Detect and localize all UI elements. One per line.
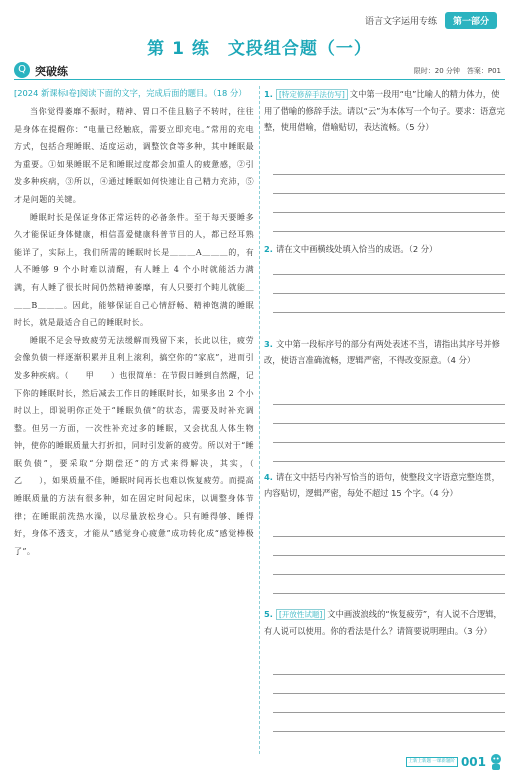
instruction-text: 阅读下面的文字，完成后面的题目。（18 分） (79, 88, 247, 98)
question-number: 2. (264, 244, 273, 254)
passage-column (14, 86, 271, 560)
search-icon: Q (14, 62, 30, 78)
column-divider (259, 86, 260, 754)
section-bar (14, 64, 505, 80)
question-text: 请在文中画横线处填入恰当的成语。（2 分） (275, 244, 438, 254)
question-tag: [开放性试题] (276, 609, 325, 620)
question-tag: [特定修辞手法仿写] (276, 89, 348, 100)
question-2 (264, 241, 505, 257)
page-header (365, 12, 497, 29)
question-text: 请在文中括号内补写恰当的语句，使整段文字语意完整连贯，内容贴切，逻辑严密，每处不超过 15 个字。（4 分） (264, 472, 500, 498)
page-footer (406, 753, 504, 771)
question-text: 文中第一段标序号的部分有两处表述不当，请指出其序号并修改，使语言准确流畅，逻辑严密，不得改变原意。（4 分） (264, 339, 500, 365)
question-text: 文中第一段用“电”比喻人的精力体力，使用了借喻的修辞手法。请以“云”为本体写一个句子。要求：语意完整，使用借喻，借喻贴切，表达流畅。（5 分） (264, 89, 505, 132)
question-1 (264, 86, 505, 135)
question-number: 3. (264, 339, 273, 349)
passage-paragraph-3: 睡眠不足会导致疲劳无法缓解而残留下来，长此以往，疲劳会像负债一样逐渐积累并且利上滚利，搞空你的“家底”，进而引发多种疾病。（ 甲 ）也很简单：在节假日睡到自然醒，记下你的睡眠时长，然后减去工作日的睡眠时长，如果多出 2 个小时以上，即说明你正处于“睡眠负债”的状态，需要及时补充调整。但另一方面，一次性补充过多的睡眠，又会扰乱人体生物钟，使你的睡眠质量大打折扣，同时引发新的疲劳。所以对于“睡眠负债”，要采取“分期偿还”的方式来得解决，其实，（ 乙 ），如果质量不佳，睡眠时间再长也难以恢复疲劳。而提高睡眠质量的方法有很多种，如在固定时间起床，以调整身体节律；在睡眠前洗热水澡，以尽量放松身心。只有睡得够、睡得好，身体不透支，才能从“感觉身心疲惫”成功转化成“感觉棒极了”。 (14, 335, 271, 556)
question-text: 文中画波浪线的“恢复疲劳”，有人说不合逻辑，有人说可以使用。你的看法是什么？请简要说明理由。（3 分） (264, 609, 502, 636)
answer-lines-4[interactable] (273, 518, 505, 594)
page-title: 第 1 练 文段组合题（一） (147, 39, 372, 59)
answer-lines-5[interactable] (273, 656, 505, 732)
answer-lines-2[interactable] (273, 256, 505, 313)
part-badge: 第一部分 (445, 12, 497, 29)
reading-passage (14, 103, 271, 560)
mascot-icon (489, 753, 503, 771)
question-3 (264, 336, 505, 368)
exam-source: [2024 新课标Ⅰ卷] (14, 88, 80, 98)
answer-lines-1[interactable] (273, 156, 505, 232)
question-number: 5. (264, 609, 273, 619)
section-label: 突破练 (35, 65, 68, 78)
exercise-intro (14, 86, 254, 101)
question-number: 4. (264, 472, 273, 482)
time-limit-answer-info: 限时：20 分钟 答案：P01 (413, 67, 501, 75)
question-number: 1. (264, 89, 273, 99)
question-4 (264, 469, 505, 501)
page-number: 001 (460, 755, 486, 769)
footer-brand-box: 上新上新题 一课新题阶 (406, 757, 458, 767)
question-5 (264, 606, 505, 639)
passage-paragraph-2: 睡眠时长是保证身体正常运转的必备条件。至于每天要睡多久才能保证身体健康，相信喜爱健康科普节目的人，都已经耳熟能详了，实际上，我们所需的睡眠时长是＿＿＿A＿＿＿的，有人不睡够 9 个小时难以清醒，有人睡上 4 个小时就能活力满满，有人睡了很长时间仍然精神萎靡，有人只要打个盹儿就能＿＿＿B＿＿＿。因此，能够保证自己心情舒畅、精神饱满的睡眠时长，就是最适合自己的睡眠时长。 (14, 212, 254, 328)
answer-lines-3[interactable] (273, 386, 505, 462)
series-title: 语言文字运用专练 (364, 17, 437, 27)
passage-paragraph-1: 当你觉得萎靡不振时，精神、胃口不佳且脑子不转时，往往是身体在提醒你：“电量已经触底，需要立即充电。”常用的充电方式，包括合理睡眠、适度运动，调整饮食等多种，其中睡眠最为重要。①如果睡眠不足和睡眠过度都会加重人的疲惫感，②引发多种疾病，③所以，④通过睡眠如何快速让自己精力充沛，⑤才是问题的关键。 (14, 107, 254, 204)
